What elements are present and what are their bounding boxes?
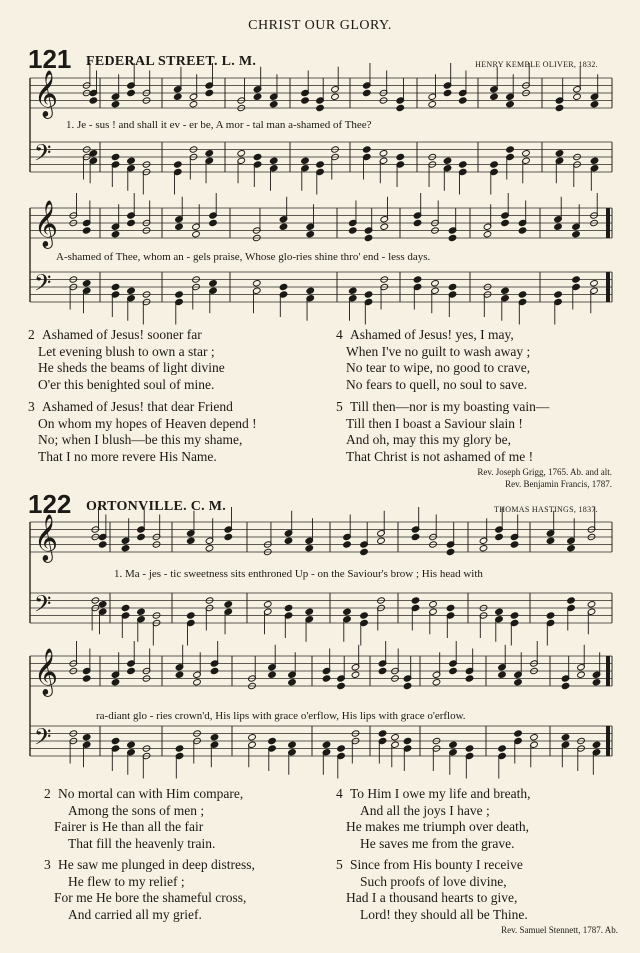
note-head bbox=[306, 231, 315, 238]
note-head bbox=[396, 153, 405, 160]
note-head bbox=[362, 89, 371, 96]
note-head bbox=[269, 101, 278, 108]
bass-clef: 𝄢 bbox=[34, 724, 52, 756]
note-head bbox=[322, 675, 331, 682]
hymn-number: 122 bbox=[28, 489, 72, 519]
note-head bbox=[380, 223, 389, 230]
verse-line: To Him I owe my life and breath, bbox=[350, 786, 531, 801]
verse-line: And oh, may this my glory be, bbox=[346, 432, 511, 447]
note-head bbox=[413, 219, 422, 226]
note-head bbox=[555, 150, 564, 157]
note-head bbox=[360, 548, 369, 555]
note-head bbox=[590, 280, 599, 287]
note-head bbox=[111, 101, 120, 108]
note-head bbox=[127, 89, 136, 96]
note-head bbox=[316, 161, 325, 168]
note-head bbox=[89, 150, 98, 157]
note-head bbox=[337, 682, 346, 689]
note-head bbox=[237, 150, 246, 157]
note-head bbox=[490, 93, 499, 100]
verse-number: 5 bbox=[336, 857, 343, 872]
note-head bbox=[98, 601, 107, 608]
verse-line: And all the joys I have ; bbox=[360, 802, 490, 818]
note-head bbox=[592, 741, 601, 748]
note-head bbox=[301, 157, 310, 164]
note-head bbox=[448, 234, 457, 241]
note-head bbox=[449, 667, 458, 674]
note-head bbox=[127, 667, 136, 674]
note-head bbox=[252, 280, 261, 287]
note-head bbox=[111, 679, 120, 686]
note-head bbox=[490, 161, 499, 168]
final-bar bbox=[606, 656, 610, 686]
note-head bbox=[121, 604, 130, 611]
note-head bbox=[82, 675, 91, 682]
note-head bbox=[510, 541, 519, 548]
verse-line: Let evening blush to own a star ; bbox=[38, 343, 215, 359]
lyric-line: ra-diant glo - ries crown'd, His lips with grace o'erflow, His lips with grace o'erflow. bbox=[96, 710, 466, 722]
note-head bbox=[331, 93, 340, 100]
note-head bbox=[351, 671, 360, 678]
note-head bbox=[561, 734, 570, 741]
final-bar bbox=[606, 726, 610, 756]
note-head bbox=[301, 97, 310, 104]
note-head bbox=[209, 219, 218, 226]
hymn-number: 121 bbox=[28, 44, 72, 74]
note-head bbox=[364, 234, 373, 241]
note-head bbox=[348, 287, 357, 294]
note-head bbox=[316, 104, 325, 111]
verse-line: Ashamed of Jesus! that dear Friend bbox=[42, 399, 233, 414]
note-head bbox=[305, 608, 314, 615]
note-head bbox=[175, 291, 184, 298]
note-head bbox=[465, 675, 474, 682]
note-head bbox=[279, 223, 288, 230]
verse-line: That fill the heavenly train. bbox=[68, 835, 216, 851]
tune-name: ORTONVILLE. C. M. bbox=[86, 499, 227, 514]
note-head bbox=[305, 545, 314, 552]
verse-line: Had I a thousand hearts to give, bbox=[346, 890, 518, 905]
verse-line: No mortal can with Him compare, bbox=[58, 786, 244, 801]
note-head bbox=[514, 730, 523, 737]
note-head bbox=[121, 545, 130, 552]
note-head bbox=[322, 741, 331, 748]
note-head bbox=[590, 101, 599, 108]
verse-number: 4 bbox=[336, 327, 343, 342]
note-head bbox=[362, 146, 371, 153]
verse-line: When I've no guilt to wash away ; bbox=[346, 343, 531, 359]
note-head bbox=[343, 541, 352, 548]
verse-line: For me He bore the shameful cross, bbox=[54, 890, 247, 905]
note-head bbox=[554, 223, 563, 230]
verse-block bbox=[336, 399, 549, 465]
note-head bbox=[173, 93, 182, 100]
note-head bbox=[458, 161, 467, 168]
composer-credit: THOMAS HASTINGS, 1837. bbox=[494, 505, 598, 514]
note-head bbox=[137, 608, 146, 615]
note-head bbox=[111, 231, 120, 238]
note-head bbox=[378, 730, 387, 737]
verse-block bbox=[336, 786, 531, 852]
note-head bbox=[137, 533, 146, 540]
verse-block bbox=[44, 857, 255, 923]
note-head bbox=[224, 533, 233, 540]
note-head bbox=[210, 667, 219, 674]
verse-line: Ashamed of Jesus! yes, I may, bbox=[350, 327, 514, 342]
note-head bbox=[458, 97, 467, 104]
note-head bbox=[364, 291, 373, 298]
note-head bbox=[337, 745, 346, 752]
verse-number: 3 bbox=[44, 857, 51, 872]
verse-line: He makes me triumph over death, bbox=[346, 819, 529, 834]
verse-block bbox=[28, 327, 225, 393]
treble-clef: 𝄞 bbox=[34, 199, 58, 247]
verse-line: Such proofs of love divine, bbox=[360, 873, 507, 889]
verse-line: Till then—nor is my boasting vain— bbox=[350, 399, 550, 414]
note-head bbox=[446, 604, 455, 611]
note-head bbox=[518, 291, 527, 298]
note-head bbox=[189, 101, 198, 108]
note-head bbox=[546, 612, 555, 619]
note-head bbox=[573, 93, 582, 100]
credit-line: Rev. Benjamin Francis, 1787. bbox=[505, 479, 612, 489]
note-head bbox=[572, 231, 581, 238]
note-head bbox=[269, 157, 278, 164]
note-head bbox=[127, 287, 136, 294]
note-head bbox=[82, 734, 91, 741]
note-head bbox=[514, 679, 523, 686]
note-head bbox=[446, 548, 455, 555]
note-head bbox=[205, 545, 214, 552]
note-head bbox=[590, 157, 599, 164]
verse-line: Ashamed of Jesus! sooner far bbox=[42, 327, 202, 342]
note-head bbox=[306, 287, 315, 294]
verse-line: O'er this benighted soul of mine. bbox=[38, 376, 215, 392]
note-head bbox=[498, 745, 507, 752]
verse-line: No tear to wipe, no good to crave, bbox=[346, 360, 531, 375]
note-head bbox=[175, 671, 184, 678]
verse-number: 2 bbox=[44, 786, 51, 801]
credit-line: Rev. Joseph Grigg, 1765. Ab. and alt. bbox=[477, 467, 612, 477]
note-head bbox=[449, 741, 458, 748]
note-head bbox=[127, 741, 136, 748]
verse-block bbox=[336, 327, 530, 393]
note-head bbox=[403, 737, 412, 744]
author-credit: Rev. Samuel Stennett, 1787. Ab. bbox=[501, 925, 618, 935]
note-head bbox=[432, 679, 441, 686]
note-head bbox=[510, 612, 519, 619]
note-head bbox=[567, 545, 576, 552]
verse-block bbox=[336, 857, 528, 923]
note-head bbox=[205, 150, 214, 157]
note-head bbox=[518, 227, 527, 234]
verse-line: Fairer is He than all the fair bbox=[54, 819, 204, 834]
note-head bbox=[127, 219, 136, 226]
note-head bbox=[483, 231, 492, 238]
note-head bbox=[268, 737, 277, 744]
verse-line: That Christ is not ashamed of me ! bbox=[346, 448, 534, 464]
note-head bbox=[429, 601, 438, 608]
note-head bbox=[209, 280, 218, 287]
note-head bbox=[378, 667, 387, 674]
note-head bbox=[567, 597, 576, 604]
note-head bbox=[413, 276, 422, 283]
note-head bbox=[501, 219, 510, 226]
verse-line: He saw me plunged in deep distress, bbox=[58, 857, 255, 872]
note-head bbox=[224, 601, 233, 608]
note-head bbox=[175, 745, 184, 752]
note-head bbox=[205, 89, 214, 96]
bass-clef: 𝄢 bbox=[34, 270, 52, 302]
note-head bbox=[428, 101, 437, 108]
note-head bbox=[173, 161, 182, 168]
composer-credit: HENRY KEMBLE OLIVER, 1832. bbox=[475, 60, 598, 69]
note-head bbox=[263, 601, 272, 608]
note-head bbox=[348, 227, 357, 234]
note-head bbox=[111, 283, 120, 290]
note-head bbox=[465, 745, 474, 752]
treble-clef: 𝄞 bbox=[34, 513, 58, 561]
note-head bbox=[587, 601, 596, 608]
note-head bbox=[572, 276, 581, 283]
note-head bbox=[248, 734, 257, 741]
note-head bbox=[89, 97, 98, 104]
verse-number: 3 bbox=[28, 399, 35, 414]
verse-line: That I no more revere His Name. bbox=[38, 448, 217, 464]
note-head bbox=[253, 153, 262, 160]
lyric-line: 1. Je - sus ! and shall it ev - er be, A mor - tal man a-shamed of Thee? bbox=[66, 119, 372, 131]
note-head bbox=[284, 537, 293, 544]
note-head bbox=[288, 741, 297, 748]
note-head bbox=[379, 150, 388, 157]
note-head bbox=[396, 104, 405, 111]
verse-block bbox=[44, 786, 243, 852]
note-head bbox=[82, 280, 91, 287]
note-head bbox=[546, 537, 555, 544]
note-head bbox=[411, 533, 420, 540]
note-head bbox=[561, 682, 570, 689]
note-head bbox=[448, 283, 457, 290]
note-head bbox=[210, 734, 219, 741]
note-head bbox=[495, 608, 504, 615]
verse-line: No; when I blush—be this my shame, bbox=[38, 432, 243, 447]
note-head bbox=[82, 227, 91, 234]
note-head bbox=[111, 153, 120, 160]
verse-line: Lord! they should all be Thine. bbox=[360, 906, 528, 922]
note-head bbox=[343, 608, 352, 615]
note-head bbox=[555, 104, 564, 111]
note-head bbox=[175, 223, 184, 230]
note-head bbox=[495, 533, 504, 540]
note-head bbox=[288, 679, 297, 686]
note-head bbox=[186, 612, 195, 619]
verse-line: No fears to quell, no soul to save. bbox=[346, 376, 528, 392]
running-title: CHRIST OUR GLORY. bbox=[248, 18, 392, 33]
note-head bbox=[592, 679, 601, 686]
note-head bbox=[253, 93, 262, 100]
verse-block bbox=[28, 399, 257, 465]
note-head bbox=[127, 157, 136, 164]
note-head bbox=[360, 612, 369, 619]
verse-line: Till then I boast a Saviour slain ! bbox=[346, 415, 523, 431]
note-head bbox=[193, 679, 202, 686]
note-head bbox=[577, 671, 586, 678]
note-head bbox=[192, 231, 201, 238]
note-head bbox=[111, 737, 120, 744]
note-head bbox=[479, 545, 488, 552]
lyric-line: A-shamed of Thee, whom an - gels praise, Whose glo-ries shine thro' end - less days. bbox=[56, 251, 431, 263]
final-bar bbox=[606, 272, 610, 302]
treble-clef: 𝄞 bbox=[34, 69, 58, 117]
note-head bbox=[284, 604, 293, 611]
note-head bbox=[411, 597, 420, 604]
note-head bbox=[377, 537, 386, 544]
note-head bbox=[279, 283, 288, 290]
note-head bbox=[554, 291, 563, 298]
note-head bbox=[501, 287, 510, 294]
note-head bbox=[443, 157, 452, 164]
note-head bbox=[443, 89, 452, 96]
note-head bbox=[431, 280, 440, 287]
verse-line: He flew to my relief ; bbox=[68, 873, 185, 889]
verse-line: He sheds the beams of light divine bbox=[38, 360, 225, 375]
note-head bbox=[522, 150, 531, 157]
verse-line: On whom my hopes of Heaven depend ! bbox=[38, 415, 257, 431]
verse-line: Among the sons of men ; bbox=[68, 802, 205, 818]
note-head bbox=[98, 541, 107, 548]
verse-number: 4 bbox=[336, 786, 343, 801]
author-credit bbox=[477, 466, 612, 490]
note-head bbox=[506, 101, 515, 108]
verse-line: And carried all my grief. bbox=[68, 906, 202, 922]
verse-number: 5 bbox=[336, 399, 343, 414]
verse-line: Since from His bounty I receive bbox=[350, 857, 523, 872]
note-head bbox=[530, 734, 539, 741]
note-head bbox=[186, 537, 195, 544]
note-head bbox=[391, 734, 400, 741]
bass-clef: 𝄢 bbox=[34, 591, 52, 623]
note-head bbox=[498, 671, 507, 678]
final-bar bbox=[606, 208, 610, 238]
note-head bbox=[268, 671, 277, 678]
verse-number: 2 bbox=[28, 327, 35, 342]
lyric-line: 1. Ma - jes - tic sweetness sits enthroned Up - on the Saviour's brow ; His head with bbox=[114, 568, 483, 580]
bass-clef: 𝄢 bbox=[34, 140, 52, 172]
note-head bbox=[403, 682, 412, 689]
tune-name: FEDERAL STREET. L. M. bbox=[86, 54, 257, 69]
verse-line: He saves me from the grave. bbox=[360, 835, 515, 851]
note-head bbox=[506, 146, 515, 153]
treble-clef: 𝄞 bbox=[34, 647, 58, 695]
